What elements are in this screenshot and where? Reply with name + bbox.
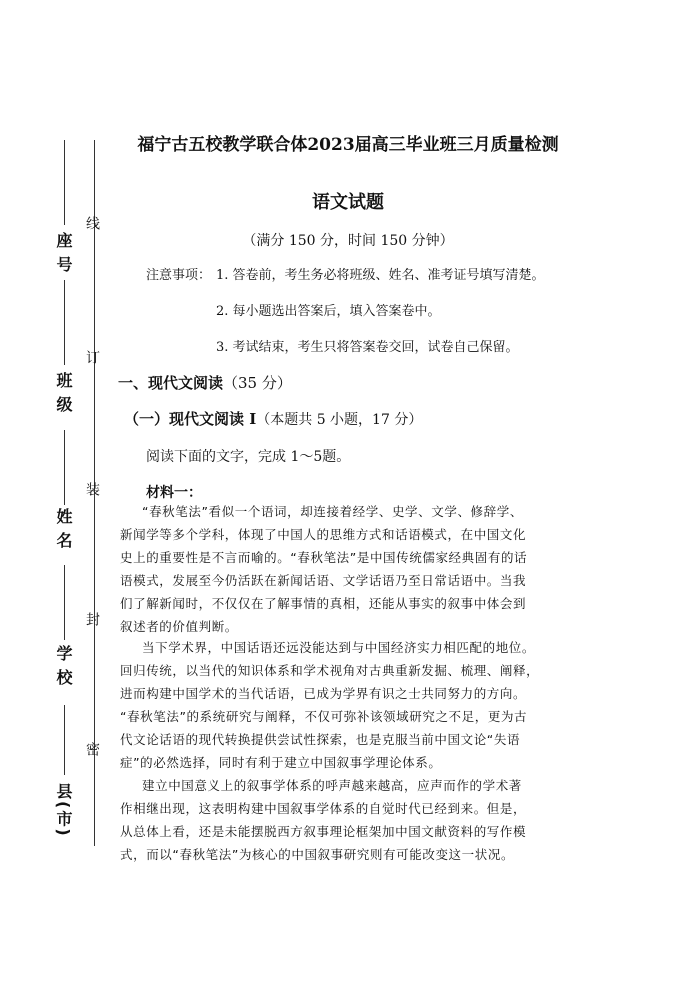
part1-heading bbox=[118, 372, 292, 393]
material-label: 材料一： bbox=[146, 485, 202, 501]
cut-mark-bind: 订 bbox=[84, 350, 100, 364]
subject-title: 语文试题 bbox=[312, 192, 384, 213]
passage-line: 代文论话语的现代转换提供尝试性探索，也是克服当前中国文论“失语 bbox=[120, 732, 521, 747]
sub1-title: （一）现代文阅读 I bbox=[124, 410, 257, 428]
passage-line: 作相继出现，这表明构建中国叙事学体系的自觉时代已经到来。但是， bbox=[120, 801, 527, 816]
class-blank bbox=[64, 430, 65, 505]
passage-line: 当下学术界，中国话语还远没能达到与中国经济实力相匹配的地位。 bbox=[142, 640, 536, 655]
passage-line: 叙述者的价值判断。 bbox=[120, 619, 238, 634]
passage-line: 症”的必然选择，同时有利于建立中国叙事学理论体系。 bbox=[120, 755, 442, 770]
class-label: 班级 bbox=[54, 372, 73, 420]
county-label: 县(市) bbox=[54, 783, 73, 838]
cut-mark-pack: 装 bbox=[84, 482, 100, 496]
name-blank bbox=[64, 565, 65, 640]
passage-line: 们了解新闻时，不仅仅在了解事情的真相，还能从事实的叙事中体会到 bbox=[120, 596, 527, 611]
passage-line: 从总体上看，还是未能摆脱西方叙事理论框架加中国文献资料的写作模 bbox=[120, 824, 527, 839]
sub1-heading bbox=[124, 408, 422, 429]
note-item-3: 3. 考试结束，考生只将答案卷交回，试卷自己保留。 bbox=[216, 340, 519, 355]
school-label: 学校 bbox=[54, 645, 73, 693]
note-item-2: 2. 每小题选出答案后，填入答案卷中。 bbox=[216, 304, 441, 319]
school-blank bbox=[64, 705, 65, 775]
seat-number-label: 座号 bbox=[54, 232, 73, 280]
passage-line: 建立中国意义上的叙事学体系的呼声越来越高，应声而作的学术著 bbox=[142, 778, 522, 793]
cut-mark-line: 线 bbox=[84, 216, 100, 230]
instruction: 阅读下面的文字，完成 1～5题。 bbox=[146, 449, 351, 465]
score-time: （满分 150 分，时间 150 分钟） bbox=[242, 233, 454, 249]
part1-title: 一、现代文阅读 bbox=[118, 374, 224, 392]
note-item-1: 1. 答卷前，考生务必将班级、姓名、准考证号填写清楚。 bbox=[216, 268, 545, 283]
passage-line: 新闻学等多个学科，体现了中国人的思维方式和话语模式，在中国文化 bbox=[120, 527, 527, 542]
passage-line: 语模式，发展至今仍活跃在新闻话语、文学话语乃至日常话语中。当我 bbox=[120, 573, 527, 588]
sub1-info: （本题共 5 小题，17 分） bbox=[256, 412, 423, 428]
passage-line: 回归传统，以当代的知识体系和学术视角对古典重新发掘、梳理、阐释， bbox=[120, 663, 540, 678]
passage-line: 进而构建中国学术的当代话语，已成为学界有识之士共同努力的方向。 bbox=[120, 686, 527, 701]
name-label: 姓名 bbox=[54, 508, 73, 556]
passage-line: 史上的重要性是不言而喻的。“春秋笔法”是中国传统儒家经典固有的话 bbox=[120, 550, 528, 565]
notes-label: 注意事项： bbox=[146, 268, 212, 283]
cut-mark-secret: 密 bbox=[84, 742, 100, 756]
passage-line: 式，而以“春秋笔法”为核心的中国叙事研究则有可能改变这一状况。 bbox=[120, 847, 515, 862]
cut-mark-seal: 封 bbox=[84, 612, 100, 626]
passage-line: “春秋笔法”看似一个语词，却连接着经学、史学、文学、修辞学、 bbox=[142, 504, 523, 519]
passage-line: “春秋笔法”的系统研究与阐释，不仅可弥补该领域研究之不足，更为古 bbox=[120, 709, 528, 724]
part1-score: （35 分） bbox=[223, 374, 292, 392]
seat-number-blank-2 bbox=[64, 280, 65, 365]
exam-title: 福宁古五校教学联合体2023届高三毕业班三月质量检测 bbox=[137, 135, 559, 155]
